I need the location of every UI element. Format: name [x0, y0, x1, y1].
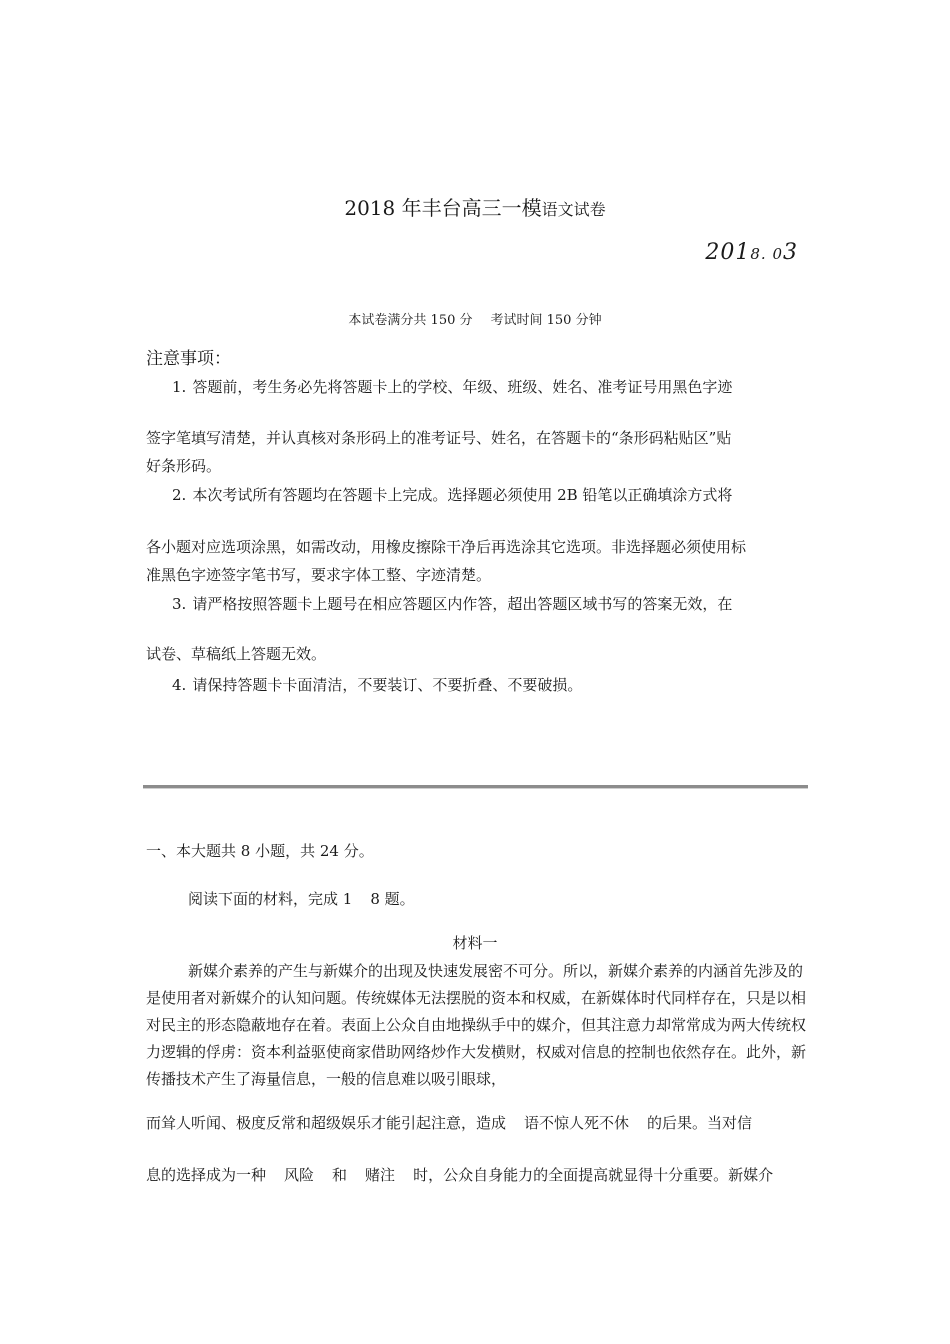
- section-instruction: 阅读下面的材料，完成 1 8 题。: [188, 890, 415, 908]
- exam-info: 本试卷满分共 150 分 考试时间 150 分钟: [348, 313, 602, 328]
- section-heading: 一、本大题共 8 小题，共 24 分。: [146, 842, 374, 860]
- notice-item-4: 4. 请保持答题卡卡面清洁，不要装订、不要折叠、不要破损。: [172, 676, 583, 694]
- notice-item-1: 1. 答题前，考生务必先将答题卡上的学校、年级、班级、姓名、准考证号用黑色字迹: [172, 378, 733, 396]
- notice-item-3: 3. 请严格按照答题卡上题号在相应答题区内作答，超出答题区域书写的答案无效，在: [172, 595, 733, 613]
- notice-item-1-line3: 好条形码。: [146, 457, 222, 475]
- exam-date: 2018. 03: [705, 240, 798, 265]
- notice-item-3-line2: 试卷、草稿纸上答题无效。: [146, 645, 327, 663]
- divider: [143, 785, 808, 789]
- notice-item-2: 2. 本次考试所有答题均在答题卡上完成。选择题必须使用 2B 铅笔以正确填涂方式将: [172, 486, 733, 504]
- notice-heading: 注意事项：: [146, 349, 231, 369]
- material-line: 而耸人听闻、极度反常和超级娱乐才能引起注意，造成 语不惊人死不休 的后果。当对信: [146, 1114, 753, 1132]
- material-line: 息的选择成为一种 风险 和 赌注 时，公众自身能力的全面提高就显得十分重要。新媒介: [146, 1166, 774, 1184]
- material-paragraph: 新媒介素养的产生与新媒介的出现及快速发展密不可分。所以，新媒介素养的内涵首先涉及的是使用者对新媒介的认知问题。传统媒体无法摆脱的资本和权威，在新媒体时代同样存在，只是以相对民主的形态隐蔽地存在着。表面上公众自由地操纵手中的媒介，但其注意力却常常成为两大传统权力逻辑的俘虏：资本利益驱使商家借助网络炒作大发横财，权威对信息的控制也依然存在。此外，新传播技术产生了海量信息，一般的信息难以吸引眼球，: [146, 962, 807, 1088]
- notice-item-2-line2: 各小题对应选项涂黑，如需改动，用橡皮擦除干净后再选涂其它选项。非选择题必须使用标: [146, 538, 747, 556]
- page-title: 2018 年丰台高三一模语文试卷: [344, 196, 606, 220]
- material-title: 材料一: [452, 934, 498, 952]
- notice-item-1-line2: 签字笔填写清楚，并认真核对条形码上的准考证号、姓名，在答题卡的“条形码粘贴区”贴: [146, 429, 732, 447]
- notice-item-2-line3: 准黑色字迹签字笔书写，要求字体工整、字迹清楚。: [146, 566, 492, 584]
